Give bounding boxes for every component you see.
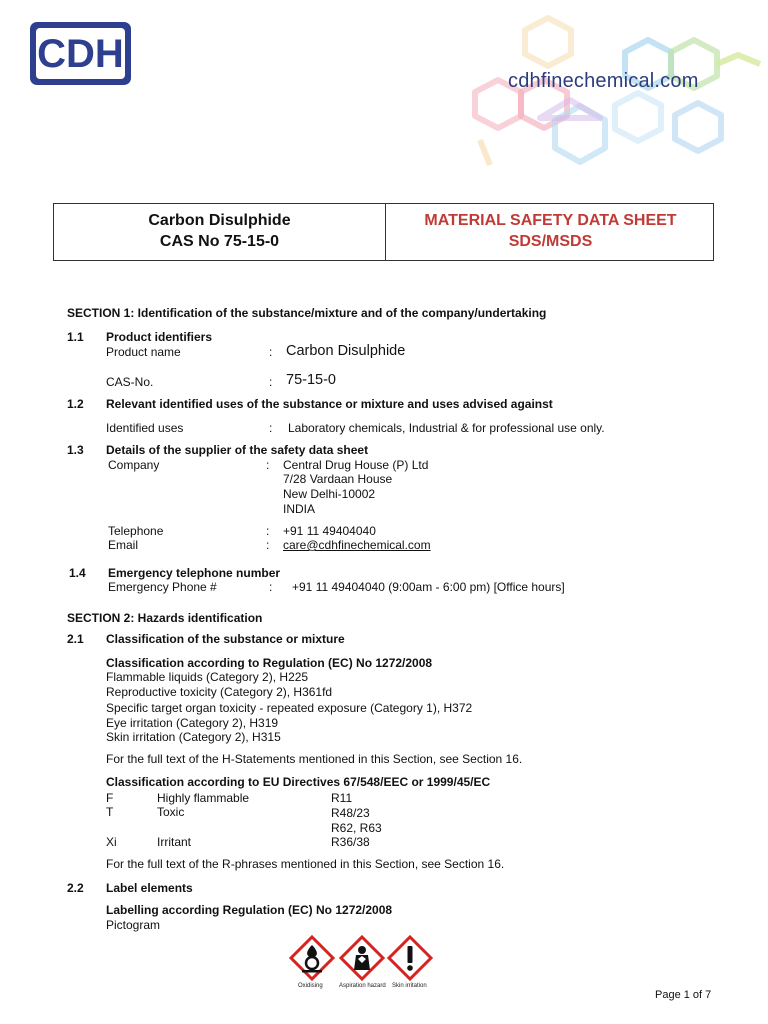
colon: :: [266, 538, 270, 552]
section-1-4-number: 1.4: [69, 566, 86, 580]
company-address-line: 7/28 Vardaan House: [283, 472, 393, 486]
labelling-heading: Labelling according Regulation (EC) No 1272/2008: [106, 903, 393, 917]
colon: :: [266, 458, 270, 472]
molecule-decoration: [420, 0, 768, 200]
risk-phrase: R11: [331, 791, 353, 805]
emergency-phone-value: +91 11 49404040 (9:00am - 6:00 pm) [Office hours]: [292, 580, 565, 594]
flame-over-circle-icon: [289, 935, 335, 981]
eu-directives-heading: Classification according to EU Directives 67/548/EEC or 1999/45/EC: [106, 775, 491, 789]
section-1-4-heading: Emergency telephone number: [108, 566, 281, 580]
pictogram-caption: Skin irritation: [392, 983, 427, 989]
telephone-value: +91 11 49404040: [283, 524, 376, 538]
section-1-1-number: 1.1: [67, 330, 84, 344]
classification-item: Reproductive toxicity (Category 2), H361fd: [106, 685, 333, 699]
risk-phrase: R48/23: [331, 806, 370, 820]
section-1-title: SECTION 1: Identification of the substance/mixture and of the company/undertaking: [67, 306, 547, 320]
hazard-description: Irritant: [157, 835, 192, 849]
exclamation-mark-icon: [387, 935, 433, 981]
logo-text: CDH: [37, 32, 124, 76]
classification-item: Eye irritation (Category 2), H319: [106, 716, 279, 730]
section-2-2-number: 2.2: [67, 881, 84, 895]
document-subtitle: SDS/MSDS: [508, 233, 593, 250]
document-title: MATERIAL SAFETY DATA SHEET: [424, 212, 677, 229]
colon: :: [269, 580, 273, 594]
colon: :: [269, 375, 273, 389]
identified-uses-label: Identified uses: [106, 421, 184, 435]
product-title: Carbon Disulphide: [148, 212, 291, 229]
hazard-symbol: F: [106, 791, 114, 805]
r-phrases-note: For the full text of the R-phrases mentioned in this Section, see Section 16.: [106, 857, 505, 871]
risk-phrase: R36/38: [331, 835, 370, 849]
company-logo: [30, 22, 131, 85]
colon: :: [269, 421, 273, 435]
document-header: [53, 203, 714, 261]
pictogram-caption: Oxidising: [298, 983, 323, 989]
classification-item: Skin irritation (Category 2), H315: [106, 730, 281, 744]
emergency-phone-label: Emergency Phone #: [108, 580, 217, 594]
h-statements-note: For the full text of the H-Statements mentioned in this Section, see Section 16.: [106, 752, 523, 766]
email-label: Email: [108, 538, 139, 552]
risk-phrase: R62, R63: [331, 821, 382, 835]
hazard-description: Highly flammable: [157, 791, 250, 805]
section-2-1-heading: Classification of the substance or mixture: [106, 632, 345, 646]
cas-label: CAS-No.: [106, 375, 154, 389]
section-1-3-number: 1.3: [67, 443, 84, 457]
company-label: Company: [108, 458, 160, 472]
section-2-title: SECTION 2: Hazards identification: [67, 611, 263, 625]
health-hazard-icon: [339, 935, 385, 981]
telephone-label: Telephone: [108, 524, 164, 538]
section-1-2-heading: Relevant identified uses of the substance or mixture and uses advised against: [106, 397, 553, 411]
section-2-1-number: 2.1: [67, 632, 84, 646]
hazard-symbol: T: [106, 805, 114, 819]
identified-uses-value: Laboratory chemicals, Industrial & for professional use only.: [288, 421, 605, 435]
cas-value: 75-15-0: [286, 372, 336, 388]
hazard-description: Toxic: [157, 805, 185, 819]
cas-title: CAS No 75-15-0: [159, 233, 280, 250]
email-link[interactable]: care@cdhfinechemical.com: [283, 538, 431, 552]
pictogram-caption: Aspiration hazard: [339, 983, 386, 989]
section-2-2-heading: Label elements: [106, 881, 193, 895]
classification-item: Specific target organ toxicity - repeated exposure (Category 1), H372: [106, 701, 473, 715]
website-url[interactable]: cdhfinechemical.com: [508, 70, 699, 92]
company-address-line: Central Drug House (P) Ltd: [283, 458, 429, 472]
colon: :: [269, 345, 273, 359]
page-number: Page 1 of 7: [655, 989, 712, 1001]
section-1-2-number: 1.2: [67, 397, 84, 411]
colon: :: [266, 524, 270, 538]
regulation-heading: Classification according to Regulation (EC) No 1272/2008: [106, 656, 433, 670]
product-name-label: Product name: [106, 345, 181, 359]
section-1-3-heading: Details of the supplier of the safety data sheet: [106, 443, 369, 457]
hazard-symbol: Xi: [106, 835, 117, 849]
pictogram-label: Pictogram: [106, 918, 161, 932]
classification-item: Flammable liquids (Category 2), H225: [106, 670, 309, 684]
company-address-line: New Delhi-10002: [283, 487, 376, 501]
company-address-line: INDIA: [283, 502, 316, 516]
section-1-1-heading: Product identifiers: [106, 330, 213, 344]
product-name-value: Carbon Disulphide: [286, 343, 406, 359]
